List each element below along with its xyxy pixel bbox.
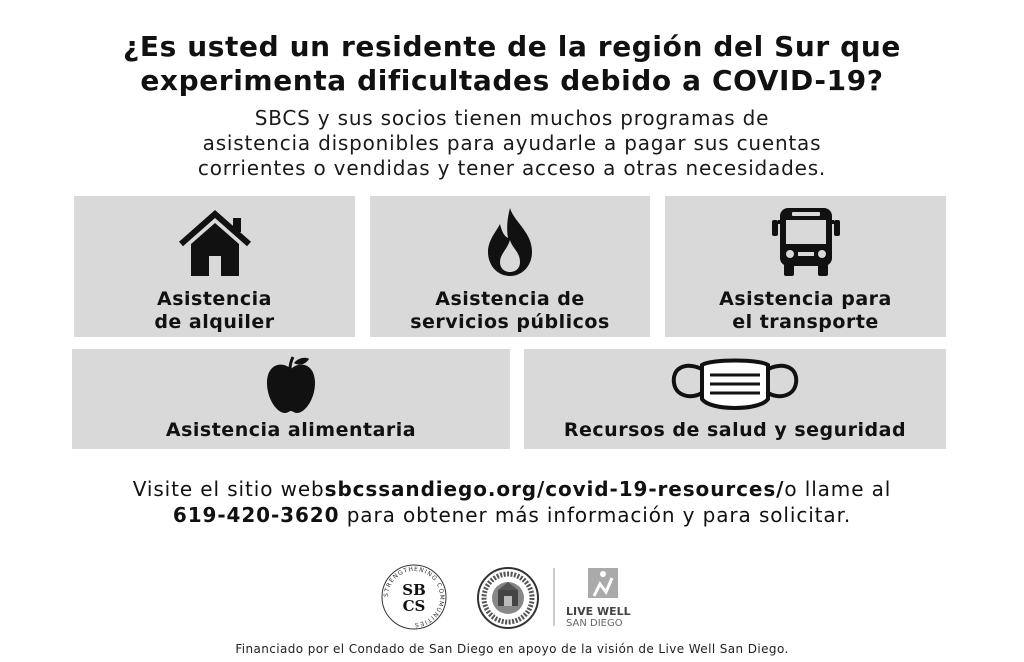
tile-utilities-assistance <box>370 196 650 337</box>
flame-icon <box>480 206 540 278</box>
sbcs-letters-top: SB <box>402 581 426 599</box>
tile-transport-line-1: Asistencia para <box>719 288 892 310</box>
tile-utilities-line-1: Asistencia de <box>435 288 585 310</box>
tile-transport-label <box>719 288 892 334</box>
tile-food-line-1: Asistencia alimentaria <box>165 419 417 441</box>
visit-info <box>0 476 1024 528</box>
tile-rent-label <box>154 288 274 334</box>
house-icon <box>175 206 255 278</box>
bus-icon <box>766 206 846 278</box>
sbcs-letters-bottom: CS <box>402 597 426 615</box>
title-line-2: experimenta dificultades debido a COVID-19? <box>140 64 884 97</box>
resources-link[interactable]: sbcssandiego.org/covid-19-resources/ <box>324 477 785 501</box>
live-well-line-2: SAN DIEGO <box>566 618 623 629</box>
tile-food-assistance <box>72 349 510 449</box>
tile-health-label <box>564 419 906 442</box>
live-well-logo <box>566 568 631 629</box>
tile-utilities-line-2: servicios públicos <box>410 311 610 333</box>
funding-note: Financiado por el Condado de San Diego en apoyo de la visión de Live Well San Diego. <box>235 642 789 656</box>
visit-middle: o llame al <box>784 477 892 501</box>
face-mask-icon <box>670 355 800 415</box>
logos-strip <box>370 562 650 632</box>
partner-logos <box>370 562 650 632</box>
visit-line-1 <box>0 476 1024 502</box>
tile-rent-line-2: de alquiler <box>154 311 275 333</box>
phone-number[interactable]: 619-420-3620 <box>172 503 340 527</box>
sbcs-ring-path: STRENGTHENING COMMUNITIES <box>382 565 446 629</box>
county-seal-icon <box>478 568 538 628</box>
subtitle-line-3: corrientes o vendidas y tener acceso a otras necesidades. <box>197 156 827 180</box>
page-title <box>0 30 1024 98</box>
tile-transport-line-2: el transporte <box>732 311 879 333</box>
tile-food-label <box>166 419 416 442</box>
subtitle <box>0 106 1024 181</box>
sbcs-logo <box>382 565 446 629</box>
tile-transport-assistance <box>665 196 946 337</box>
tile-health-resources <box>524 349 946 449</box>
subtitle-line-2: asistencia disponibles para ayudarle a pagar sus cuentas <box>202 131 822 155</box>
live-well-line-1: LIVE WELL <box>566 605 631 618</box>
tile-rent-assistance <box>74 196 355 337</box>
subtitle-line-1: SBCS y sus socios tienen muchos programas de <box>254 106 770 130</box>
tile-utilities-label <box>410 288 610 334</box>
visit-line-2 <box>0 502 1024 528</box>
title-line-1: ¿Es usted un residente de la región del Sur que <box>123 30 901 63</box>
visit-prefix: Visite el sitio web <box>132 477 325 501</box>
tile-rent-line-1: Asistencia <box>157 288 272 310</box>
tile-health-line-1: Recursos de salud y seguridad <box>563 419 907 441</box>
apple-icon <box>263 355 319 415</box>
visit-suffix: para obtener más información y para solicitar. <box>339 503 852 527</box>
